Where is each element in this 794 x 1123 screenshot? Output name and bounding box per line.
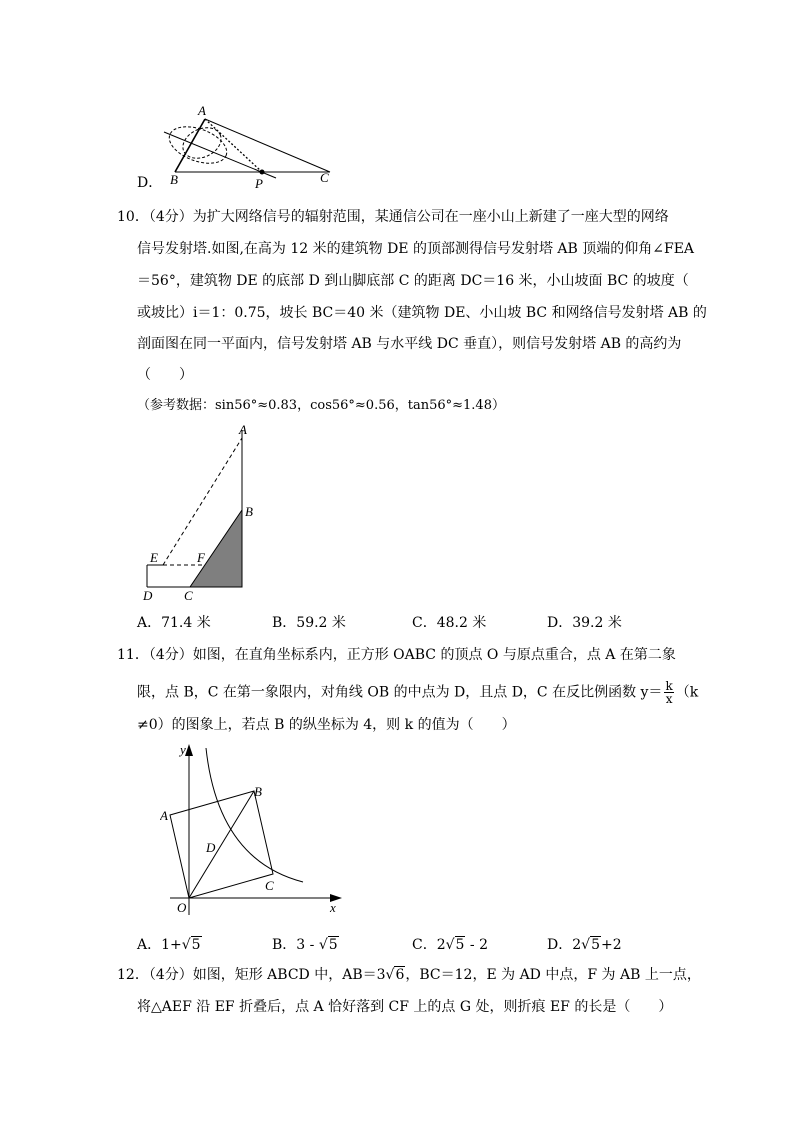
q11-label-A: A bbox=[160, 808, 168, 823]
q12-line-1: 12．（4分）如图，矩形 ABCD 中，AB＝3√6，BC＝12，E 为 AD 中点，F 为 AB 上一点， bbox=[117, 967, 701, 983]
q10-figure bbox=[135, 420, 265, 605]
q11-option-d: D．2√5+2 bbox=[547, 937, 622, 953]
q11-label-B: B bbox=[254, 784, 262, 799]
q11-label-C: C bbox=[265, 878, 274, 893]
q11-fraction-numerator: k bbox=[665, 679, 673, 693]
q10-label-E: E bbox=[150, 550, 158, 565]
q9-label-A: A bbox=[198, 103, 206, 118]
q12-line-2: 将△AEF 沿 EF 折叠后，点 A 恰好落到 CF 上的点 G 处，则折痕 EF 的长是（ ） bbox=[137, 999, 673, 1015]
q10-label-F: F bbox=[197, 550, 205, 565]
q11-option-c: C．2√5 - 2 bbox=[412, 937, 489, 953]
q10-reference-data: （参考数据：sin56°≈0.83，cos56°≈0.56，tan56°≈1.48） bbox=[137, 398, 505, 413]
q10-label-A: A bbox=[239, 422, 247, 437]
q9-label-P: P bbox=[255, 176, 263, 190]
q9-option-d-label: D． bbox=[137, 175, 163, 191]
q10-option-c: C．48.2 米 bbox=[412, 615, 487, 631]
q11-line-2-text: 限，点 B，C 在第一象限内，对角线 OB 的中点为 D，且点 D，C 在反比例函数 y＝ bbox=[137, 684, 663, 701]
q10-label-C: C bbox=[184, 588, 193, 603]
q9-label-B: B bbox=[170, 172, 178, 187]
q11-line-2-tail: （k bbox=[675, 684, 699, 701]
q10-label-D: D bbox=[143, 588, 153, 603]
q10-option-d: D．39.2 米 bbox=[547, 615, 622, 631]
q11-label-O: O bbox=[177, 900, 187, 915]
q10-line-6: （ ） bbox=[137, 367, 193, 383]
q9-label-C: C bbox=[320, 170, 329, 185]
q10-option-a: A．71.4 米 bbox=[137, 615, 211, 631]
q10-line-5: 剖面图在同一平面内，信号发射塔 AB 与水平线 DC 垂直），则信号发射塔 AB 的高约为 bbox=[137, 336, 682, 352]
q11-label-D: D bbox=[206, 840, 216, 855]
q11-label-y: y bbox=[180, 742, 186, 757]
q9-figure bbox=[150, 100, 350, 190]
q11-line-2 bbox=[137, 680, 698, 705]
q11-option-a: A．1+√5 bbox=[137, 937, 201, 953]
q11-label-x: x bbox=[330, 900, 336, 915]
q10-label-B: B bbox=[245, 504, 253, 519]
q10-line-3: ＝56°，建筑物 DE 的底部 D 到山脚底部 C 的距离 DC＝16 米，小山坡面 BC 的坡度（ bbox=[137, 273, 689, 289]
q10-line-1: 10．（4分）为扩大网络信号的辐射范围，某通信公司在一座小山上新建了一座大型的网络 bbox=[117, 209, 669, 225]
q11-line-1: 11．（4分）如图，在直角坐标系内，正方形 OABC 的顶点 O 与原点重合，点 A 在第二象 bbox=[117, 647, 676, 663]
q10-option-b: B．59.2 米 bbox=[272, 615, 346, 631]
q10-line-2: 信号发射塔.如图,在高为 12 米的建筑物 DE 的顶部测得信号发射塔 AB 顶端的仰角∠FEA bbox=[137, 241, 695, 257]
q10-line-4: 或坡比）i＝1：0.75，坡长 BC＝40 米（建筑物 DE、小山坡 BC 和网络信号发射塔 AB 的 bbox=[137, 305, 707, 321]
q11-line-3: ≠0）的图象上，若点 B 的纵坐标为 4，则 k 的值为（ ） bbox=[137, 717, 516, 733]
q11-fraction-denominator: x bbox=[665, 692, 673, 706]
q11-figure bbox=[160, 740, 350, 915]
q11-option-b: B．3 - √5 bbox=[272, 937, 338, 953]
q11-fraction bbox=[664, 680, 673, 705]
